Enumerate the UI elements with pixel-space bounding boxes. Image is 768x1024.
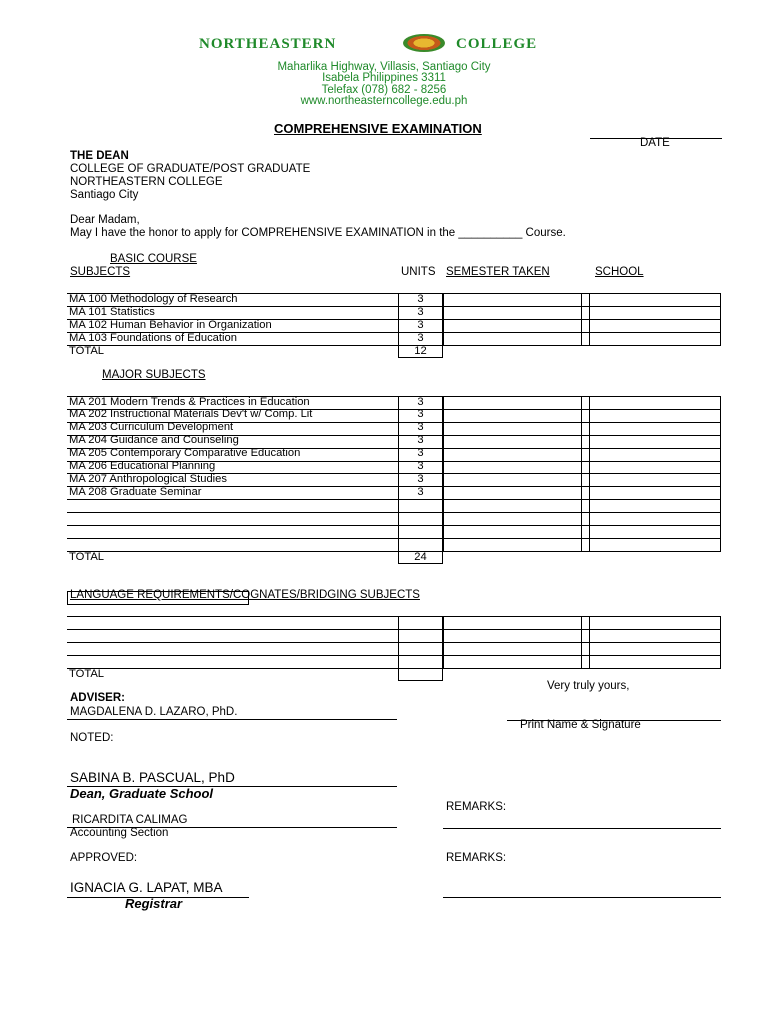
subject-label: MA 202 Instructional Materials Dev't w/ Comp. Lit [69, 408, 313, 421]
semester-input-cell[interactable] [443, 499, 582, 512]
units-value: 3 [417, 305, 424, 318]
units-value: 3 [417, 408, 424, 421]
table-row [67, 655, 721, 656]
accounting-name: RICARDITA CALIMAG [72, 814, 188, 826]
table-row [67, 499, 721, 500]
units-value: 3 [417, 472, 424, 485]
semester-input-cell[interactable] [443, 616, 582, 629]
request-text: May I have the honor to apply for COMPREHENSIVE EXAMINATION in the __________ Course. [70, 227, 566, 239]
addressee-line-2: COLLEGE OF GRADUATE/POST GRADUATE [70, 163, 311, 175]
col-units-header: UNITS [401, 266, 436, 278]
adviser-label: ADVISER: [70, 692, 125, 704]
remarks-line-1[interactable] [443, 828, 721, 829]
major-total-units: 24 [414, 550, 427, 563]
units-value: 3 [417, 460, 424, 472]
units-value: 3 [417, 485, 424, 498]
college-name-left: NORTHEASTERN [199, 36, 337, 52]
semester-input-cell[interactable] [443, 525, 582, 538]
subject-label: MA 206 Educational Planning [69, 460, 216, 472]
adviser-line [67, 719, 397, 720]
addressee-line-1: THE DEAN [70, 150, 129, 162]
college-seal-icon [403, 34, 445, 52]
table-bottom-rule [67, 551, 721, 552]
units-value: 3 [417, 395, 424, 408]
table-row [67, 642, 721, 643]
subject-label: MA 103 Foundations of Education [69, 331, 237, 344]
address-line-1: Maharlika Highway, Villasis, Santiago City [277, 61, 491, 73]
addressee-line-3: NORTHEASTERN COLLEGE [70, 176, 223, 188]
subject-label: MA 208 Graduate Seminar [69, 485, 202, 498]
registrar-name: IGNACIA G. LAPAT, MBA [70, 880, 223, 895]
dean-name: SABINA B. PASCUAL, PhD [70, 770, 235, 785]
subject-label: MA 201 Modern Trends & Practices in Education [69, 395, 310, 408]
subject-label: MA 204 Guidance and Counseling [69, 434, 239, 447]
salutation: Dear Madam, [70, 214, 140, 226]
col-school-header: SCHOOL [595, 266, 644, 278]
address-line-2: Isabela Philippines 3311 [322, 72, 446, 84]
page-title: COMPREHENSIVE EXAMINATION [274, 121, 482, 136]
website: www.northeasterncollege.edu.ph [300, 95, 468, 107]
language-heading: LANGUAGE REQUIREMENTS/COGNATES/BRIDGING SUBJECTS [70, 589, 420, 601]
language-total-box [398, 668, 443, 681]
semester-input-cell[interactable] [443, 512, 582, 525]
units-value: 3 [417, 292, 424, 305]
table-row [67, 629, 721, 630]
basic-total-label: TOTAL [69, 345, 105, 357]
noted-label: NOTED: [70, 732, 114, 744]
units-value: 3 [417, 318, 424, 331]
col-semester-header: SEMESTER TAKEN [446, 266, 550, 278]
table-row [67, 525, 721, 526]
subject-label: MA 102 Human Behavior in Organization [69, 318, 272, 331]
dean-title: Dean, Graduate School [70, 786, 214, 801]
subject-label: MA 203 Curriculum Development [69, 421, 234, 434]
approved-label: APPROVED: [70, 852, 138, 864]
remarks-line-2[interactable] [443, 897, 721, 898]
units-value: 3 [417, 421, 424, 434]
table-row [67, 512, 721, 513]
table-row [67, 538, 721, 539]
closing-text: Very truly yours, [547, 680, 630, 692]
remarks-label-2: REMARKS: [446, 852, 507, 864]
telefax: Telefax (078) 682 - 8256 [321, 84, 447, 96]
semester-input-cell[interactable] [443, 629, 582, 642]
registrar-title: Registrar [125, 896, 183, 911]
addressee-line-4: Santiago City [70, 189, 139, 201]
units-value: 3 [417, 447, 424, 460]
major-total-label: TOTAL [69, 550, 105, 563]
table-row [67, 616, 721, 617]
adviser-name: MAGDALENA D. LAZARO, PhD. [70, 706, 238, 718]
print-name-label: Print Name & Signature [520, 719, 641, 731]
semester-input-cell[interactable] [443, 655, 582, 668]
major-subjects-heading: MAJOR SUBJECTS [102, 369, 206, 381]
semester-input-cell[interactable] [443, 538, 582, 551]
table-row [67, 306, 721, 307]
basic-total-units: 12 [414, 345, 427, 357]
table-bottom-rule [67, 345, 721, 346]
language-total-label: TOTAL [69, 667, 105, 680]
subject-label: MA 207 Anthropological Studies [69, 472, 227, 485]
date-label: DATE [640, 137, 670, 149]
col-subjects-header: SUBJECTS [70, 266, 131, 278]
subject-label: MA 205 Contemporary Comparative Education [69, 447, 301, 460]
college-name-right: COLLEGE [456, 36, 538, 52]
subject-label: MA 101 Statistics [69, 305, 155, 318]
remarks-label-1: REMARKS: [446, 801, 507, 813]
accounting-section: Accounting Section [70, 827, 169, 839]
units-value: 3 [417, 331, 424, 344]
basic-course-heading: BASIC COURSE [110, 253, 197, 265]
units-value: 3 [417, 434, 424, 447]
subject-label: MA 100 Methodology of Research [69, 292, 238, 305]
semester-input-cell[interactable] [443, 642, 582, 655]
table-bottom-rule [67, 668, 721, 669]
